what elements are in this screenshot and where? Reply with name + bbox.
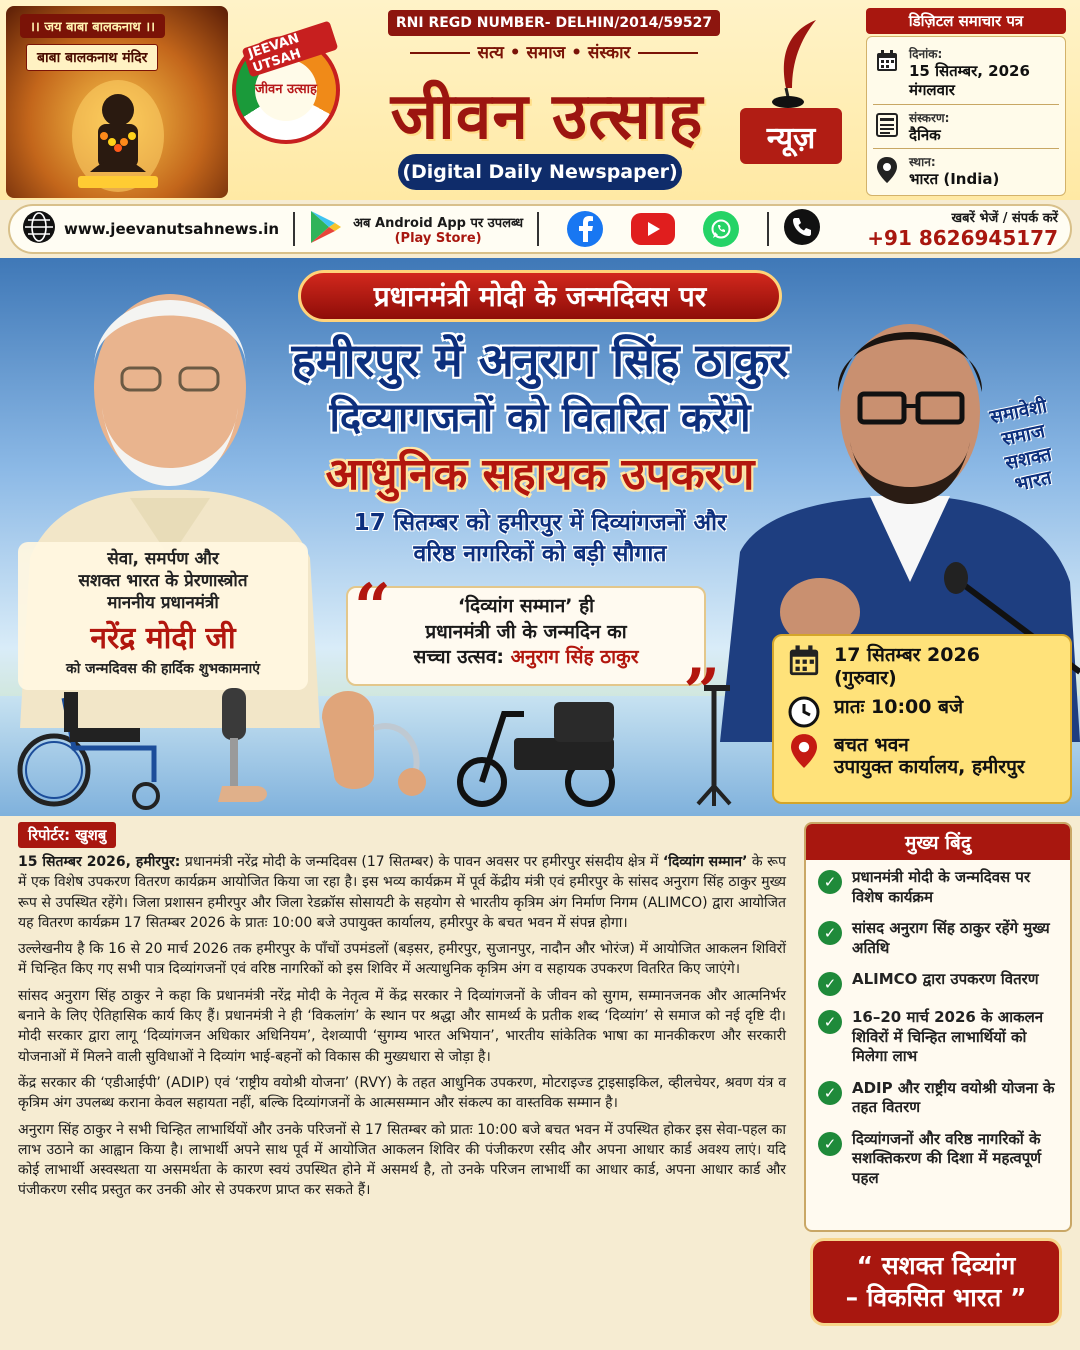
calendar-icon <box>873 45 901 100</box>
key-points-sidebar <box>804 822 1072 1232</box>
location-pin-icon <box>784 734 824 768</box>
side-slogan-4: भारत <box>1012 466 1054 497</box>
play-store-icon[interactable] <box>309 209 343 249</box>
modi-caption-line-1: सेवा, समर्पण और <box>107 549 219 569</box>
edition-info-box <box>866 36 1066 196</box>
check-icon: ✓ <box>818 870 842 894</box>
calendar-icon <box>784 644 824 678</box>
closing-slogan-line-2: – विकसित भारत ” <box>845 1283 1027 1312</box>
quote-line-3a: सच्चा उत्सव: <box>413 646 511 669</box>
event-date: 17 सितम्बर 2026 <box>834 644 980 666</box>
check-icon: ✓ <box>818 972 842 996</box>
android-line-2: (Play Store) <box>394 230 482 246</box>
hero-banner <box>0 258 1080 816</box>
key-point-text: ALIMCO द्वारा उपकरण वितरण <box>852 970 1039 988</box>
headline-line-1: हमीरपुर में अनुराग सिंह ठाकुर <box>291 333 789 387</box>
subheadline <box>300 508 780 570</box>
place-row <box>873 149 1059 193</box>
check-icon: ✓ <box>818 921 842 945</box>
date-label: दिनांक: <box>909 47 943 61</box>
key-point-text: दिव्यांगजनों और वरिष्ठ नागरिकों के सशक्तिकरण की दिशा में महत्वपूर्ण पहल <box>852 1129 1042 1187</box>
contact-bar <box>8 204 1072 254</box>
contact-block <box>867 208 1058 250</box>
paragraph-1-part-a: प्रधानमंत्री नरेंद्र मोदी के जन्मदिवस (17 सितम्बर) के पावन अवसर पर हमीरपुर संसदीय क्षेत्र में <box>180 854 663 870</box>
reporter-byline: रिपोर्टर: खुशबु <box>18 822 116 848</box>
headline-line-3: आधुनिक सहायक उपकरण <box>325 449 755 500</box>
walking-cane-icon <box>698 688 730 806</box>
newspaper-icon <box>873 109 901 145</box>
android-app-link[interactable] <box>353 213 523 246</box>
modi-caption-line-2: सशक्त भारत के प्रेरणास्त्रोत <box>78 571 248 592</box>
news-article <box>8 818 796 1344</box>
subhead-line-2: वरिष्ठ नागरिकों को बड़ी सौगात <box>413 541 667 568</box>
rni-number: RNI REGD NUMBER- DELHIN/2014/59527 <box>388 10 720 36</box>
key-point-text: ADIP और राष्ट्रीय वयोश्री योजना के तहत वितरण <box>852 1078 1055 1116</box>
event-date-row <box>784 644 1060 690</box>
clock-icon <box>784 696 824 728</box>
temple-name: बाबा बालकनाथ मंदिर <box>26 44 158 71</box>
modi-birthday-wish: को जन्मदिवस की हार्दिक शुभकामनाएं <box>66 661 260 678</box>
place-label: स्थान: <box>909 155 936 170</box>
edition-row <box>873 105 1059 150</box>
whatsapp-icon[interactable] <box>703 211 739 247</box>
android-line-1: अब Android App पर उपलब्ध <box>353 215 524 231</box>
event-venue-row <box>784 734 1060 780</box>
key-point-item <box>806 911 1070 962</box>
key-point-item <box>806 1000 1070 1071</box>
location-pin-icon <box>873 153 901 189</box>
globe-icon <box>22 210 56 248</box>
key-point-text: प्रधानमंत्री मोदी के जन्मदिवस पर विशेष कार्यक्रम <box>852 868 1031 906</box>
masthead <box>0 0 1080 200</box>
phone-icon[interactable] <box>783 208 821 250</box>
separator <box>293 212 295 246</box>
article-paragraph-3: सांसद अनुराग सिंह ठाकुर ने कहा कि प्रधानमंत्री नरेंद्र मोदी के नेतृत्व में केंद्र सरकार ने दिव्यांगजनों के जीवन को सुगम, सम्मानजनक और आत्मनिर्भर बनाने के लिए ऐतिहासिक कार्य किए हैं। प्रधानमंत्री ने ही ‘विकलांग’ के स्थान पर श्रद्धा और सामर्थ्य के प्रतीक शब्द ‘दिव्यांग’ से समाज को नई दृष्टि दी। मोदी सरकार द्वारा लागू ‘दिव्यांगजन अधिकार अधिनियम’, देशव्यापी ‘सुगम्य भारत अभियान’, भारतीय सांकेतिक भाषा का मानकीकरण और सरकारी योजनाओं में मिलने वाली सुविधाओं ने दिव्यांग भाई-बहनों को विकास की मुख्यधारा से जोड़ा है। <box>18 987 786 1065</box>
paragraph-1-highlight: ‘दिव्यांग सम्मान’ <box>662 854 748 870</box>
pm-birthday-banner: प्रधानमंत्री मोदी के जन्मदिवस पर <box>298 270 782 322</box>
paragraph-1-part-b: के रूप में एक विशेष उपकरण वितरण कार्यक्रम आयोजित किया जा रहा है। इस भव्य कार्यक्रम में पूर्व केंद्रीय मंत्री एवं हमीरपुर के सांसद अनुराग सिंह ठाकुर मुख्य रूप से उपस्थित रहेंगे। जिला प्रशासन हमीरपुर और जिला रेडक्रॉस सोसायटी के सहयोग से भारतीय कृत्रिम अंग निर्माण निगम (ALIMCO) द्वारा आयोजित यह वितरण कार्यक्रम 17 सितम्बर 2026 के प्रातः 10:00 बजे उपायुक्त कार्यालय, हमीरपुर के बचत भवन में संपन्न होगा। <box>18 854 786 931</box>
key-point-item <box>806 1071 1070 1122</box>
date-value: 15 सितम्बर, 2026 <box>909 62 1030 80</box>
side-slogan-1: समावेशी <box>987 395 1049 429</box>
closing-slogan <box>810 1238 1062 1326</box>
contact-label: खबरें भेजें / संपर्क करें <box>951 211 1058 226</box>
side-slogan-2: समाज <box>999 419 1047 451</box>
assistive-devices-illustration <box>14 678 754 812</box>
article-paragraph-4: केंद्र सरकार की ‘एडीआईपी’ (ADIP) एवं ‘राष्ट्रीय वयोश्री योजना’ (RVY) के तहत आधुनिक उपकरण, मोटराइज्ड ट्राइसाइकिल, व्हीलचेयर, श्रवण यंत्र व कृत्रिम अंग उपलब्ध कराना केवल सहायता नहीं, बल्कि दिव्यांगजनों के आत्मसम्मान और संकल्प का वास्तविक सम्मान है। <box>18 1074 786 1112</box>
check-icon: ✓ <box>818 1010 842 1034</box>
open-quote-mark: “ <box>354 570 391 645</box>
temple-image <box>6 6 228 198</box>
edition-value: दैनिक <box>909 125 941 144</box>
separator <box>767 212 769 246</box>
modi-name: नरेंद्र मोदी जी <box>90 621 236 657</box>
check-icon: ✓ <box>818 1132 842 1156</box>
check-icon: ✓ <box>818 1081 842 1105</box>
motorized-tricycle-icon <box>460 702 614 804</box>
day-value: मंगलवार <box>909 80 955 99</box>
quote-line-2: प्रधानमंत्री जी के जन्मदिन का <box>425 620 627 643</box>
quote-speaker: अनुराग सिंह ठाकुर <box>510 646 639 669</box>
youtube-icon[interactable] <box>631 213 675 245</box>
article-paragraph-2: उल्लेखनीय है कि 16 से 20 मार्च 2026 तक हमीरपुर के पाँचों उपमंडलों (बड़सर, हमीरपुर, सुजानपुर, नादौन और भोरंज) में आयोजित आकलन शिविरों में चिन्हित किए गए सभी पात्र दिव्यांगजनों एवं वरिष्ठ नागरिकों को इस शिविर में अत्याधुनिक कृत्रिम अंग व सहायक उपकरण वितरित किए जाएंगे। <box>18 941 786 978</box>
separator <box>537 212 539 246</box>
closing-slogan-line-1: “ सशक्त दिव्यांग <box>856 1250 1016 1280</box>
article-paragraph-1 <box>18 852 786 933</box>
key-point-item <box>806 860 1070 911</box>
event-venue-2: उपायुक्त कार्यालय, हमीरपुर <box>834 756 1025 779</box>
close-quote-mark: ” <box>683 655 720 730</box>
quote-box <box>346 570 720 730</box>
wheelchair-icon <box>20 692 158 808</box>
quote-line-3 <box>378 645 674 671</box>
side-slogan-3: सशक्त <box>1003 442 1054 474</box>
article-paragraph-5: अनुराग सिंह ठाकुर ने सभी चिन्हित लाभार्थियों और उनके परिजनों से 17 सितम्बर को प्रातः 10:00 बजे बचत भवन में उपस्थित होकर इस सेवा-पहल का लाभ उठाने का आह्वान किया है। लाभार्थी अपने साथ पूर्व में आयोजित आकलन शिविर की पंजीकरण रसीद और अपना आधार कार्ड अवश्य लाएं। यदि कोई लाभार्थी अस्वस्थता या असमर्थता के कारण स्वयं उपस्थित होने में असमर्थ है, तो उनके परिजन लाभार्थी का आधार कार्ड, अपना आधार कार्ड और पंजीकरण रसीद प्रस्तुत कर उनकी ओर से उपकरण प्राप्त कर सकते हैं। <box>18 1121 786 1199</box>
place-value: भारत (India) <box>909 170 1000 189</box>
newspaper-title: जीवन उत्साह <box>390 79 704 154</box>
date-row <box>873 41 1059 105</box>
key-point-item <box>806 962 1070 1000</box>
website-link[interactable]: www.jeevanutsahnews.in <box>64 220 280 238</box>
event-time-row <box>784 696 1060 728</box>
logo-ring-text: JEEVAN UTSAH <box>242 21 339 78</box>
newspaper-subtitle: (Digital Daily Newspaper) <box>398 154 682 190</box>
facebook-icon[interactable] <box>567 211 603 247</box>
hearing-aid-icon <box>322 691 426 796</box>
brand-logo <box>232 31 340 144</box>
logo-inner-text: जीवन उत्साह <box>255 59 317 121</box>
key-point-text: सांसद अनुराग सिंह ठाकुर रहेंगे मुख्य अतिथि <box>852 919 1050 957</box>
dateline: 15 सितम्बर 2026, हमीरपुर: <box>18 854 181 870</box>
subhead-line-1: 17 सितम्बर को हमीरपुर में दिव्यांगजनों और <box>353 510 727 536</box>
temple-tagline: ।। जय बाबा बालकनाथ ।। <box>20 14 165 38</box>
contact-phone-number[interactable]: +91 8626945177 <box>867 226 1058 250</box>
quill-icon <box>766 18 826 108</box>
edition-label: संस्करण: <box>909 110 950 125</box>
quote-line-1: ‘दिव्यांग सम्मान’ ही <box>457 595 595 617</box>
headline-line-2: दिव्यागजनों को वितरित करेंगे <box>329 395 751 441</box>
prosthetic-leg-icon <box>218 688 267 802</box>
event-time: प्रातः 10:00 बजे <box>834 695 964 718</box>
key-point-item <box>806 1122 1070 1193</box>
event-venue-1: बचत भवन <box>834 733 909 756</box>
event-details-box <box>772 634 1072 804</box>
digital-newspaper-label: डिज़िटल समाचार पत्र <box>866 8 1066 34</box>
key-point-text: 16–20 मार्च 2026 के आकलन शिविरों में चिन्हित लाभार्थियों को मिलेगा लाभ <box>852 1008 1044 1065</box>
motto: सत्य • समाज • संस्कार <box>388 40 720 63</box>
key-points-heading: मुख्य बिंदु <box>806 824 1070 860</box>
event-day: (गुरुवार) <box>834 666 897 689</box>
modi-caption-line-3: माननीय प्रधानमंत्री <box>107 593 219 614</box>
news-badge: न्यूज़ <box>740 108 842 164</box>
shrine-illustration <box>68 76 168 194</box>
modi-caption-box <box>18 542 308 690</box>
